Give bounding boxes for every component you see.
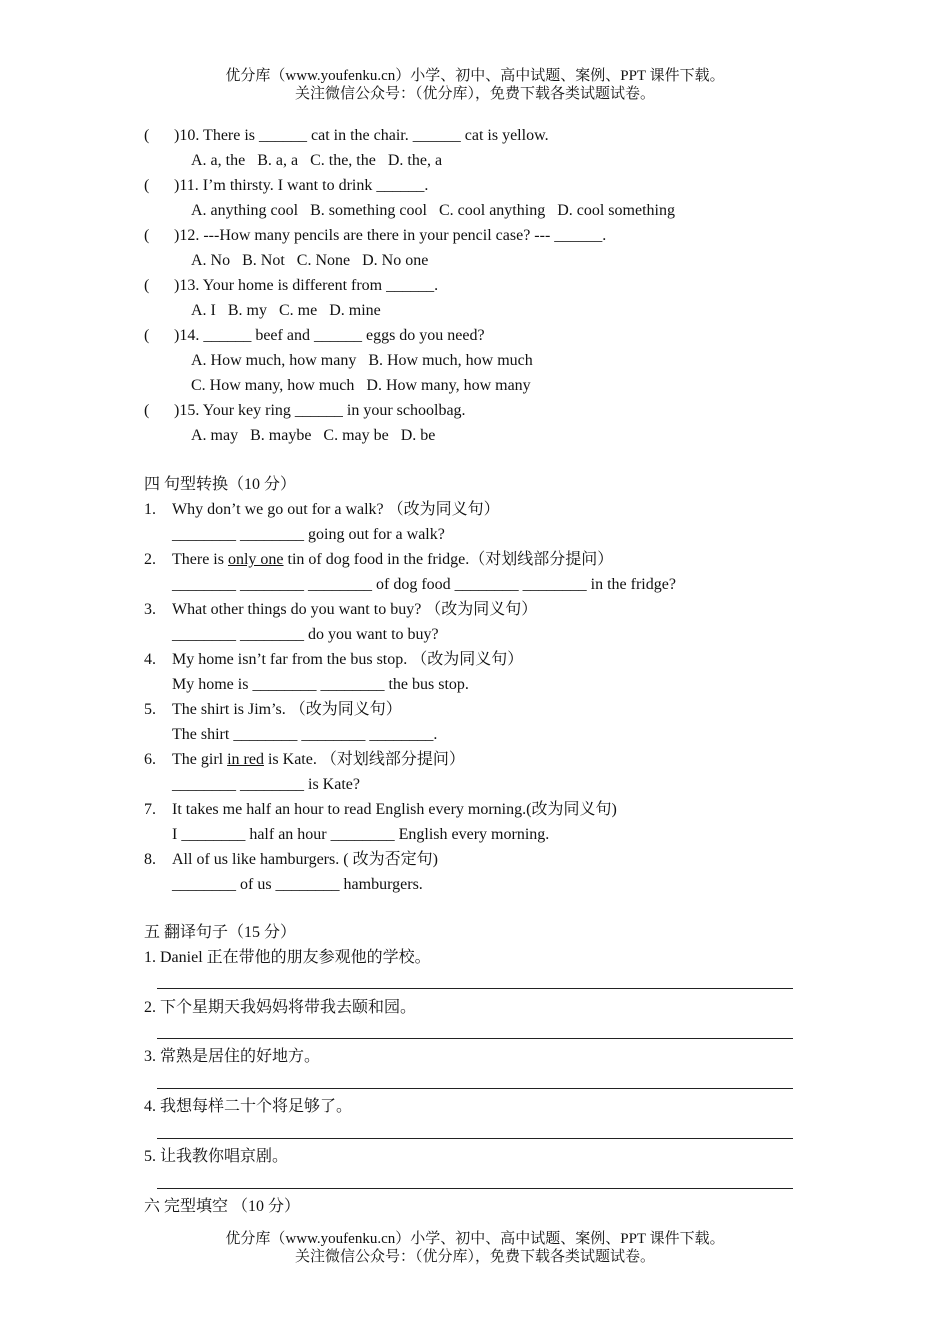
question-14: )14. ______ beef and ______ eggs do you need? [174, 327, 485, 344]
answer-paren: ( [144, 227, 150, 244]
answer-paren: ( [144, 127, 150, 144]
transform-item-5: The shirt is Jim’s. （改为同义句） [172, 701, 402, 718]
question-10-options: A. a, the B. a, a C. the, the D. the, a [191, 152, 443, 169]
page-footer-line1: 优分库（www.youfenku.cn）小学、初中、高中试题、案例、PPT 课件下载。 [225, 1231, 725, 1247]
answer-line [157, 988, 793, 989]
transform-item-2: There is only one tin of dog food in the fridge.（对划线部分提问） [172, 551, 614, 568]
section-4-title: 四 句型转换（10 分） [144, 476, 297, 493]
transform-answer-1: ________ ________ going out for a walk? [172, 526, 445, 543]
answer-line [157, 1188, 793, 1189]
item-number: 5. [144, 701, 156, 718]
item-number: 7. [144, 801, 156, 818]
transform-answer-4: My home is ________ ________ the bus stop. [172, 676, 469, 693]
transform-answer-5: The shirt ________ ________ ________. [172, 726, 438, 743]
item-number: 1. [144, 501, 156, 518]
transform-item-3: What other things do you want to buy? （改为同义句） [172, 601, 538, 618]
translation-item-1: 1. Daniel 正在带他的朋友参观他的学校。 [144, 949, 431, 966]
question-12-options: A. No B. Not C. None D. No one [191, 252, 429, 269]
question-14-options-a: A. How much, how many B. How much, how much [191, 352, 533, 369]
question-12: )12. ---How many pencils are there in your pencil case? --- ______. [174, 227, 607, 244]
transform-item-4: My home isn’t far from the bus stop. （改为同义句） [172, 651, 524, 668]
answer-paren: ( [144, 277, 150, 294]
transform-item-1: Why don’t we go out for a walk? （改为同义句） [172, 501, 500, 518]
answer-paren: ( [144, 177, 150, 194]
translation-item-3: 3. 常熟是居住的好地方。 [144, 1048, 321, 1065]
question-13-options: A. I B. my C. me D. mine [191, 302, 381, 319]
underlined-phrase: only one [227, 551, 284, 568]
item-number: 8. [144, 851, 156, 868]
section-5-title: 五 翻译句子（15 分） [144, 924, 297, 941]
underlined-phrase: in red [227, 751, 264, 768]
transform-answer-3: ________ ________ do you want to buy? [172, 626, 439, 643]
transform-item-6: The girl in red is Kate. （对划线部分提问） [172, 751, 465, 768]
section-6-title: 六 完型填空 （10 分） [144, 1198, 301, 1215]
answer-paren: ( [144, 327, 150, 344]
question-14-options-b: C. How many, how much D. How many, how many [191, 377, 531, 394]
page-header-line2: 关注微信公众号：（优分库），免费下载各类试题试卷。 [294, 86, 655, 102]
item-number: 6. [144, 751, 156, 768]
answer-paren: ( [144, 402, 150, 419]
page-footer-line2: 关注微信公众号：（优分库），免费下载各类试题试卷。 [294, 1249, 655, 1265]
question-11-options: A. anything cool B. something cool C. cool anything D. cool something [191, 202, 675, 219]
transform-answer-6: ________ ________ is Kate? [172, 776, 360, 793]
item-number: 4. [144, 651, 156, 668]
question-10: )10. There is ______ cat in the chair. ______ cat is yellow. [174, 127, 549, 144]
transform-answer-2: ________ ________ ________ of dog food ________ ________ in the fridge? [172, 576, 676, 593]
transform-answer-8: ________ of us ________ hamburgers. [172, 876, 423, 893]
question-15: )15. Your key ring ______ in your schoolbag. [174, 402, 466, 419]
question-13: )13. Your home is different from ______. [174, 277, 439, 294]
translation-item-2: 2. 下个星期天我妈妈将带我去颐和园。 [144, 999, 417, 1016]
answer-line [157, 1088, 793, 1089]
question-11: )11. I’m thirsty. I want to drink ______. [174, 177, 429, 194]
translation-item-5: 5. 让我教你唱京剧。 [144, 1148, 289, 1165]
transform-item-8: All of us like hamburgers. ( 改为否定句) [172, 851, 438, 868]
answer-line [157, 1138, 793, 1139]
translation-item-4: 4. 我想每样二十个将足够了。 [144, 1098, 353, 1115]
page-header-line1: 优分库（www.youfenku.cn）小学、初中、高中试题、案例、PPT 课件下载。 [225, 68, 725, 84]
transform-item-7: It takes me half an hour to read English every morning.(改为同义句) [172, 801, 617, 818]
question-15-options: A. may B. maybe C. may be D. be [191, 427, 436, 444]
answer-line [157, 1038, 793, 1039]
transform-answer-7: I ________ half an hour ________ English every morning. [172, 826, 550, 843]
item-number: 3. [144, 601, 156, 618]
item-number: 2. [144, 551, 156, 568]
